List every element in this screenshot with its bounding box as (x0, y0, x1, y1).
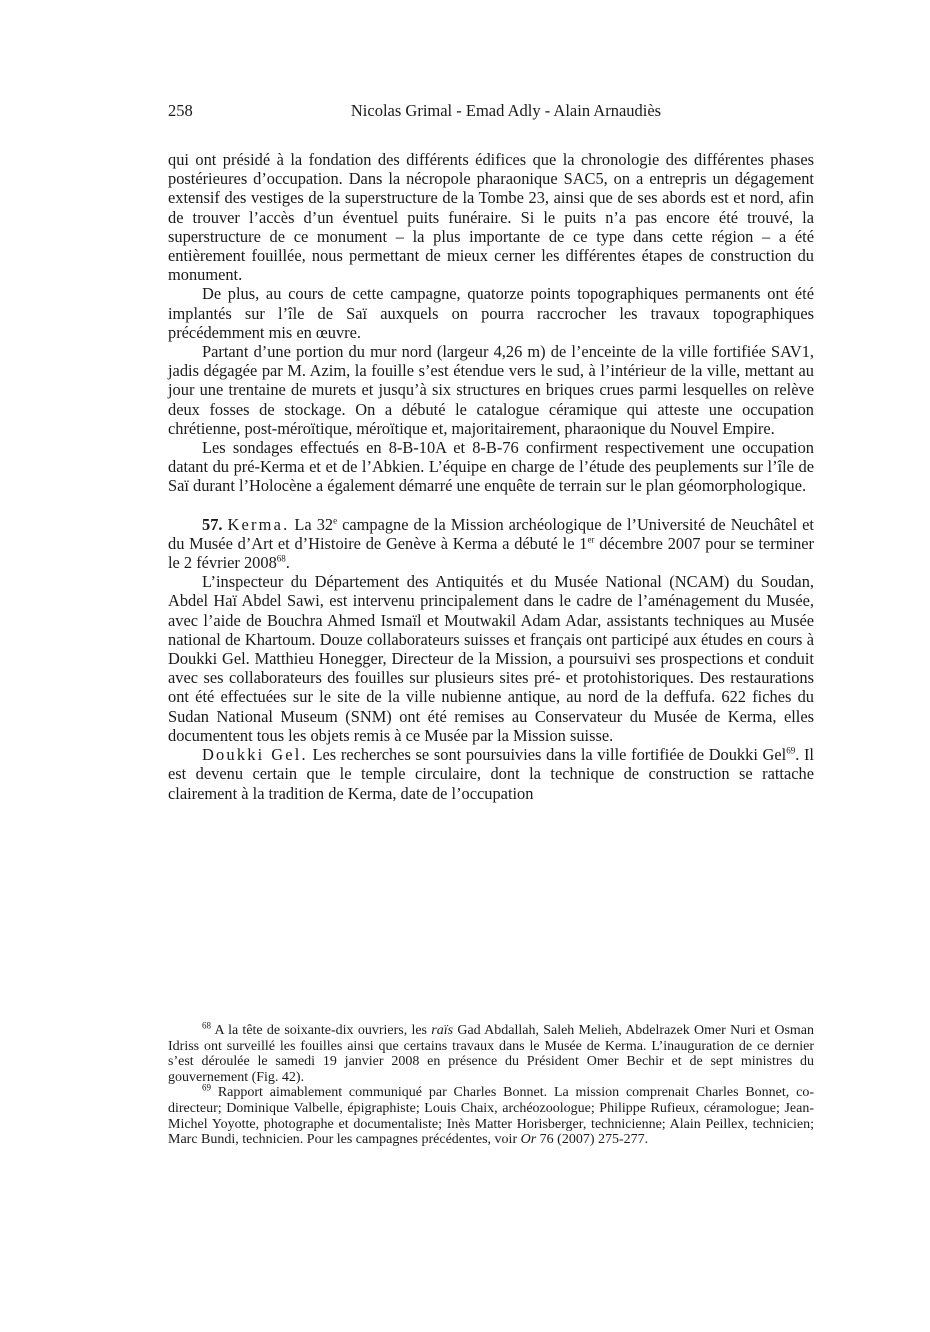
superscript: e (333, 515, 338, 526)
main-text (168, 150, 814, 803)
running-head: Nicolas Grimal - Emad Adly - Alain Arnaudiès (350, 101, 662, 120)
paragraph: L’inspecteur du Département des Antiquités et du Musée National (NCAM) du Soudan, Abdel Haï Abdel Sawi, est intervenu principalement dans le cadre de l’aménagement du Musée, avec l’aide de Bouchra Ahmed Ismaïl et Moutwakil Adam Adar, assistants techniques au Musée national de Khartoum. Douze collaborateurs suisses et français ont participé aux études en cours à Doukki Gel. Matthieu Honegger, Directeur de la Mission, a poursuivi ses prospections et conduit avec ses collaborateurs des fouilles sur plusieurs sites pré- et protohistoriques. Des restaurations ont été effectuées sur le site de la ville nubienne antique, au nord de la deffufa. 622 fiches du Sudan National Museum (SNM) ont été remises au Conservateur du Musée de Kerma, elles documentent tous les objets remis à ce Musée par la Mission suisse. (168, 572, 814, 745)
text-run: campagne de la Mission archéologique de l’Université de Neuchâtel et du Musée d’Art et d’Histoire de Genève à Kerma a débuté le 1 (168, 514, 814, 553)
paragraph: Les sondages effectués en 8-B-10A et 8-B-76 confirment respectivement une occupation datant du pré-Kerma et et de l’Abkien. L’équipe en charge de l’étude des peuplements sur l’île de Saï durant l’Holocène a également démarré une enquête de terrain sur le plan géomorphologique. (168, 438, 814, 496)
italic-text: Or (520, 1132, 537, 1148)
text-run: 76 (2007) 275-277. (539, 1132, 649, 1148)
paragraph: De plus, au cours de cette campagne, quatorze points topographiques permanents ont été implantés sur l’île de Saï auxquels on pourra raccrocher les travaux topographiques précédemment mis en œuvre. (168, 284, 814, 342)
footnotes (168, 1020, 815, 1148)
text-run: Les recherches se sont poursuivies dans la ville fortifiée de Doukki Gel (312, 745, 787, 765)
page-header (168, 101, 814, 123)
text-run: Rapport aimablement communiqué par Charles Bonnet. La mission comprenait Charles Bonnet, co-directeur; Dominique Valbelle, épigraphiste; Louis Chaix, archéozoologue; Philippe Rufieux, céramologue; Jean-Michel Yoyotte, photographe et documentaliste; Inès Matter Horisberger, technicienne; Alain Peillex, technicien; Marc Bundi, technicien. Pour les campagnes précédentes, voir (168, 1085, 814, 1148)
page-number: 258 (168, 101, 193, 120)
text-run: . Il est devenu certain que le temple circulaire, dont la technique de construction se rattache clairement à la tradition de Kerma, date de l’occupation (168, 745, 814, 803)
italic-text: raïs (431, 1023, 454, 1038)
footnote-69 (168, 1082, 814, 1148)
site-name: Kerma. (227, 514, 290, 534)
text-run: . (285, 553, 290, 573)
footnote-ref[interactable]: 68 (276, 553, 286, 564)
footnote-68 (168, 1020, 815, 1085)
text-run: décembre 2007 pour se terminer le 2 février 2008 (168, 533, 814, 573)
superscript: er (587, 534, 595, 545)
footnote-mark: 69 (202, 1082, 211, 1093)
footnote-mark: 68 (202, 1020, 211, 1031)
paragraph: qui ont présidé à la fondation des différents édifices que la chronologie des différentes phases postérieures d’occupation. Dans la nécropole pharaonique SAC5, on a entrepris un dégagement extensif des vestiges de la superstructure de la Tombe 23, ainsi que de ses abords est et nord, afin de trouver l’accès d’un éventuel puits funéraire. Si le puits n’a pas encore été trouvé, la superstructure de ce monument – la plus importante de ce type dans cette région – a été entièrement fouillée, nous permettant de mieux cerner les différentes étapes de construction du monument. (168, 150, 814, 285)
text-run: A la tête de soixante-dix ouvriers, les (214, 1023, 427, 1038)
section-57-paragraph (168, 515, 814, 573)
subsection-paragraph (168, 745, 814, 803)
text-run: Gad Abdallah, Saleh Melieh, Abdelrazek Omer Nuri et Osman Idriss ont surveillé les fouilles ainsi que certains travaux dans le Musée de Kerma. L’inauguration de ce dernier s’est déroulée le samedi 19 janvier 2008 en présence du Président Omer Bechir et de sept ministres du gouvernement (Fig. 42). (168, 1023, 815, 1085)
site-name: Doukki Gel. (202, 745, 308, 765)
footnote-ref[interactable]: 69 (786, 745, 796, 756)
text-run: La 32 (294, 514, 334, 534)
paragraph: Partant d’une portion du mur nord (largeur 4,26 m) de l’enceinte de la ville fortifiée SAV1, jadis dégagée par M. Azim, la fouille s’est étendue vers le sud, à l’intérieur de la ville, mettant au jour une trentaine de murets et jusqu’à six structures en briques crues parmi lesquelles on relève deux fosses de stockage. On a débuté le catalogue céramique qui atteste une occupation chrétienne, post-méroïtique, méroïtique et, majoritairement, pharaonique du Nouvel Empire. (168, 342, 814, 438)
section-number: 57. (202, 514, 223, 534)
